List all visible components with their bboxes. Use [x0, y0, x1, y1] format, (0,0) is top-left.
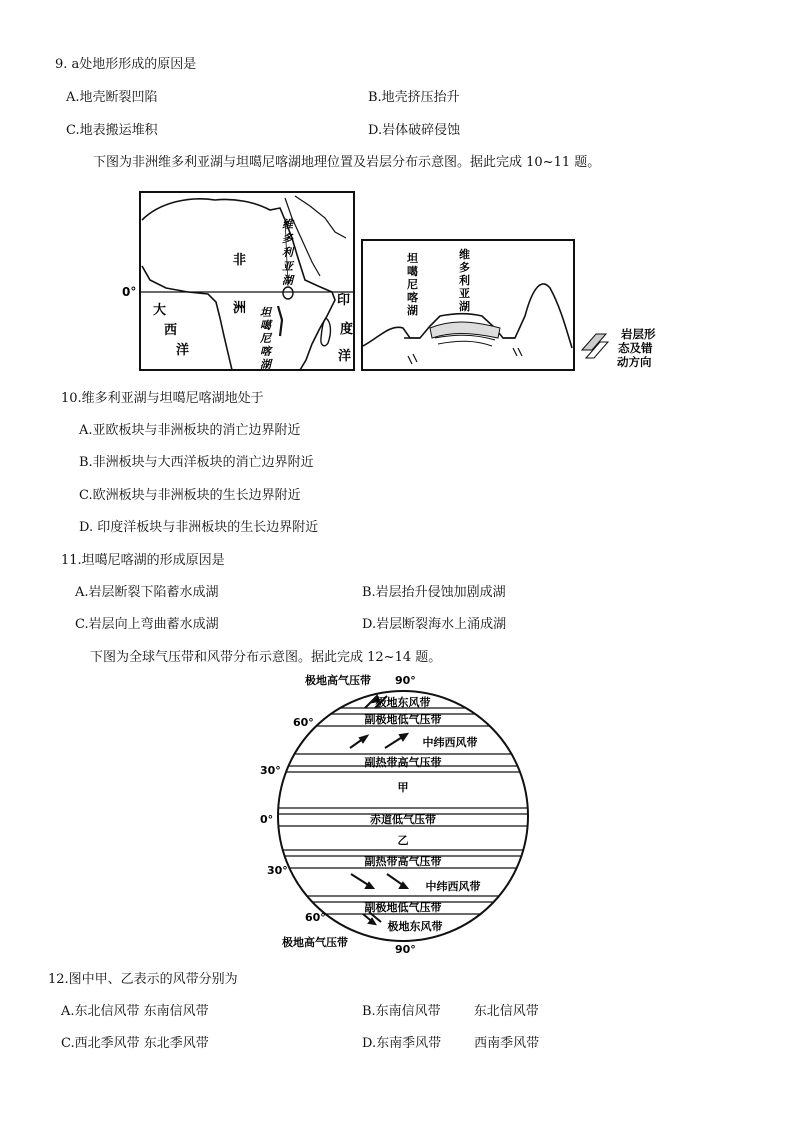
q11-option-c: C.岩层向上弯曲蓄水成湖	[75, 617, 219, 632]
profile-victoria-1: 维	[459, 248, 470, 261]
map-tanganyika-4: 喀	[260, 345, 271, 358]
profile-victoria-4: 亚	[459, 287, 470, 300]
map-tanganyika-3: 尼	[260, 332, 271, 345]
legend-line-1: 岩层形	[621, 327, 656, 341]
legend-line-3: 动方向	[617, 355, 652, 369]
map-tanganyika-2: 噶	[260, 319, 271, 332]
q9-stem: 9. a处地形形成的原因是	[55, 57, 197, 72]
label-fei: 非	[233, 253, 247, 268]
lat-60s: 60°	[305, 911, 326, 924]
q10-option-c: C.欧洲板块与非洲板块的生长边界附近	[79, 488, 301, 503]
band-jia: 甲	[397, 781, 409, 794]
q11-option-d: D.岩层断裂海水上涌成湖	[362, 617, 507, 632]
equator-label: 0°	[122, 285, 137, 299]
label-du: 度	[340, 322, 354, 337]
top-deg: 90°	[395, 674, 416, 687]
map-victoria-3: 利	[282, 246, 293, 259]
band-subtropical-high-s: 副热带高气压带	[364, 855, 442, 868]
map-victoria-4: 亚	[282, 260, 293, 273]
lat-30s: 30°	[267, 864, 288, 877]
band-subtropical-high-n: 副热带高气压带	[364, 756, 442, 769]
map-victoria-5: 湖	[282, 274, 293, 287]
band-equatorial-low: 赤道低气压带	[370, 813, 436, 826]
bottom-deg: 90°	[395, 943, 416, 956]
label-zhou: 洲	[233, 301, 247, 316]
q11-option-a: A.岩层断裂下陷蓄水成湖	[75, 585, 219, 600]
profile-tanganyika-2: 噶	[407, 265, 418, 278]
q9-option-d: D.岩体破碎侵蚀	[368, 123, 461, 138]
q10-option-d: D. 印度洋板块与非洲板块的生长边界附近	[79, 520, 319, 535]
q10-option-b: B.非洲板块与大西洋板块的消亡边界附近	[79, 455, 314, 470]
q10-option-a: A.亚欧板块与非洲板块的消亡边界附近	[79, 423, 301, 438]
map-tanganyika-5: 湖	[260, 358, 271, 371]
q10-stem: 10.维多利亚湖与坦噶尼喀湖地处于	[61, 391, 264, 406]
lat-30n: 30°	[260, 764, 281, 777]
q9-option-a: A.地壳断裂凹陷	[66, 90, 158, 105]
intro-10-11: 下图为非洲维多利亚湖与坦噶尼喀湖地理位置及岩层分布示意图。据此完成 10~11 题。	[93, 155, 601, 170]
label-yang-e: 洋	[338, 349, 352, 364]
bottom-label: 极地高气压带	[282, 936, 348, 949]
profile-tanganyika-4: 喀	[407, 291, 418, 304]
q11-stem: 11.坦噶尼喀湖的形成原因是	[61, 553, 225, 568]
band-polar-easterlies-n: 极地东风带	[375, 696, 431, 709]
band-polar-easterlies-s: 极地东风带	[387, 920, 443, 933]
profile-tanganyika-1: 坦	[407, 252, 418, 265]
q12-option-a: A.东北信风带 东南信风带	[61, 1004, 209, 1019]
band-westerlies-s: 中纬西风带	[425, 880, 481, 893]
q9-option-b: B.地壳挤压抬升	[368, 90, 460, 105]
label-yang-w: 洋	[176, 343, 190, 358]
pressure-wind-belts-figure	[255, 668, 555, 958]
q12-option-b: B.东南信风带 东北信风带	[362, 1004, 539, 1019]
q12-option-d: D.东南季风带 西南季风带	[362, 1036, 540, 1051]
q12-option-c: C.西北季风带 东北季风带	[61, 1036, 209, 1051]
profile-victoria-5: 湖	[459, 300, 470, 313]
profile-victoria-2: 多	[459, 261, 470, 274]
profile-tanganyika-3: 尼	[407, 278, 418, 291]
label-yin: 印	[337, 293, 351, 308]
top-label: 极地高气压带	[305, 674, 371, 687]
profile-tanganyika-5: 湖	[407, 304, 418, 317]
label-xi: 西	[164, 323, 178, 338]
band-subpolar-low-s: 副极地低气压带	[364, 901, 442, 914]
legend-line-2: 态及错	[618, 341, 653, 355]
band-westerlies-n: 中纬西风带	[422, 736, 478, 749]
profile-victoria-3: 利	[459, 274, 470, 287]
map-tanganyika-1: 坦	[260, 306, 271, 319]
band-yi: 乙	[397, 834, 409, 847]
map-victoria-2: 多	[282, 232, 293, 245]
africa-lakes-figure	[120, 188, 680, 373]
lat-0: 0°	[260, 813, 274, 826]
lat-60n: 60°	[293, 716, 314, 729]
q9-option-c: C.地表搬运堆积	[66, 123, 158, 138]
q12-stem: 12.图中甲、乙表示的风带分别为	[48, 972, 238, 987]
map-victoria-1: 维	[282, 218, 293, 231]
q11-option-b: B.岩层抬升侵蚀加剧成湖	[362, 585, 506, 600]
intro-12-14: 下图为全球气压带和风带分布示意图。据此完成 12~14 题。	[90, 650, 442, 665]
band-subpolar-low-n: 副极地低气压带	[364, 713, 442, 726]
label-da: 大	[153, 303, 167, 318]
